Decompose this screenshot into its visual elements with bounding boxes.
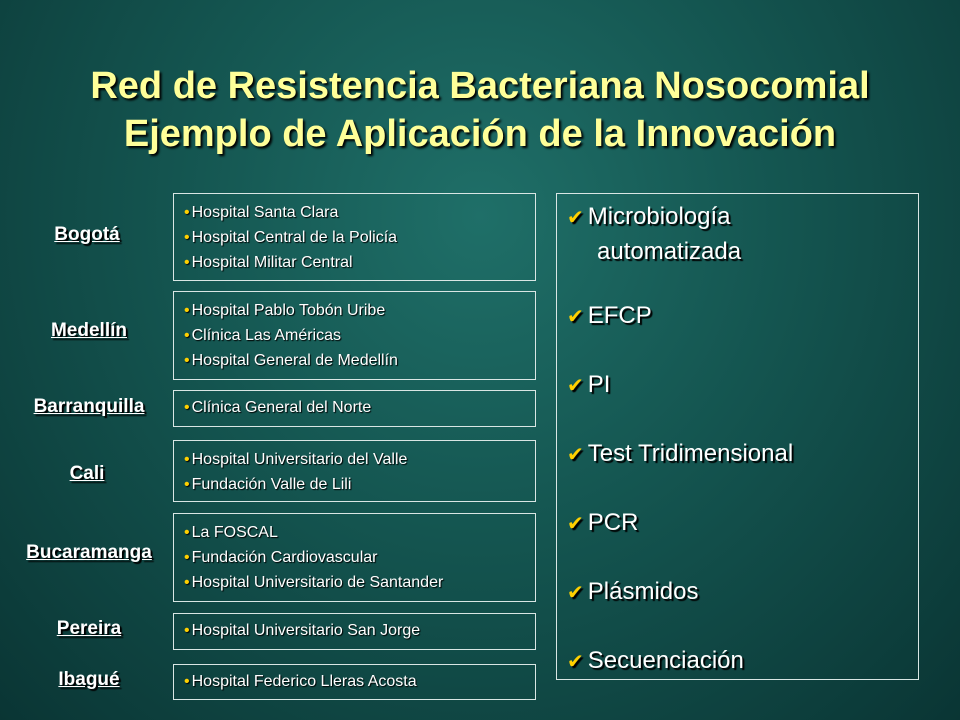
hospital-item: • Hospital Pablo Tobón Uribe <box>184 302 386 319</box>
bullet-icon: • <box>184 524 190 541</box>
checkmark-icon: ✔ <box>567 651 584 673</box>
bullet-icon: • <box>184 327 190 344</box>
hospital-item: • Hospital Santa Clara <box>184 204 339 221</box>
bullet-icon: • <box>184 254 190 271</box>
technique-item: ✔ PI <box>567 371 611 398</box>
city-label-pereira: Pereira <box>56 618 122 639</box>
hospital-box-cali <box>173 440 536 502</box>
slide-title <box>0 62 960 158</box>
technique-item: ✔ PCR <box>567 509 639 536</box>
hospital-item: • Clínica Las Américas <box>184 327 341 344</box>
bullet-icon: • <box>184 622 190 639</box>
title-line-1: Red de Resistencia Bacteriana Nosocomial <box>90 65 870 107</box>
hospital-box-medellin <box>173 291 536 380</box>
technique-item: ✔ EFCP <box>567 302 652 329</box>
bullet-icon: • <box>184 451 190 468</box>
city-label-cali: Cali <box>69 463 105 484</box>
hospital-box-ibague <box>173 664 536 700</box>
city-label-ibague: Ibagué <box>58 669 120 690</box>
city-label-bucaramanga: Bucaramanga <box>26 542 152 563</box>
checkmark-icon: ✔ <box>567 375 584 397</box>
hospital-item: • Fundación Cardiovascular <box>184 549 378 566</box>
hospital-box-barranquilla <box>173 390 536 427</box>
city-label-bogota: Bogotá <box>54 224 120 245</box>
hospital-box-bucaramanga <box>173 513 536 602</box>
bullet-icon: • <box>184 204 190 221</box>
technique-item-continuation: automatizada <box>597 238 742 265</box>
bullet-icon: • <box>184 302 190 319</box>
hospital-item: • Hospital General de Medellín <box>184 352 398 369</box>
title-line-2: Ejemplo de Aplicación de la Innovación <box>123 113 837 155</box>
bullet-icon: • <box>184 229 190 246</box>
city-label-barranquilla: Barranquilla <box>33 396 145 417</box>
checkmark-icon: ✔ <box>567 444 584 466</box>
hospital-box-bogota <box>173 193 536 281</box>
hospital-item: • La FOSCAL <box>184 524 278 541</box>
bullet-icon: • <box>184 549 190 566</box>
technique-item: ✔ Test Tridimensional <box>567 440 794 467</box>
bullet-icon: • <box>184 476 190 493</box>
bullet-icon: • <box>184 673 190 690</box>
techniques-box <box>556 193 919 680</box>
hospital-item: • Fundación Valle de Lili <box>184 476 352 493</box>
checkmark-icon: ✔ <box>567 306 584 328</box>
hospital-item: • Hospital Central de la Policía <box>184 229 398 246</box>
bullet-icon: • <box>184 399 190 416</box>
hospital-item: • Hospital Militar Central <box>184 254 353 271</box>
city-label-medellin: Medellín <box>50 320 127 341</box>
technique-item: ✔ Microbiología <box>567 203 731 230</box>
checkmark-icon: ✔ <box>567 207 584 229</box>
hospital-item: • Hospital Federico Lleras Acosta <box>184 673 417 690</box>
hospital-item: • Hospital Universitario del Valle <box>184 451 408 468</box>
hospital-item: • Hospital Universitario San Jorge <box>184 622 421 639</box>
bullet-icon: • <box>184 574 190 591</box>
hospital-item: • Hospital Universitario de Santander <box>184 574 444 591</box>
checkmark-icon: ✔ <box>567 582 584 604</box>
technique-item: ✔ Secuenciación <box>567 647 744 674</box>
technique-item: ✔ Plásmidos <box>567 578 699 605</box>
bullet-icon: • <box>184 352 190 369</box>
hospital-box-pereira <box>173 613 536 650</box>
hospital-item: • Clínica General del Norte <box>184 399 372 416</box>
checkmark-icon: ✔ <box>567 513 584 535</box>
